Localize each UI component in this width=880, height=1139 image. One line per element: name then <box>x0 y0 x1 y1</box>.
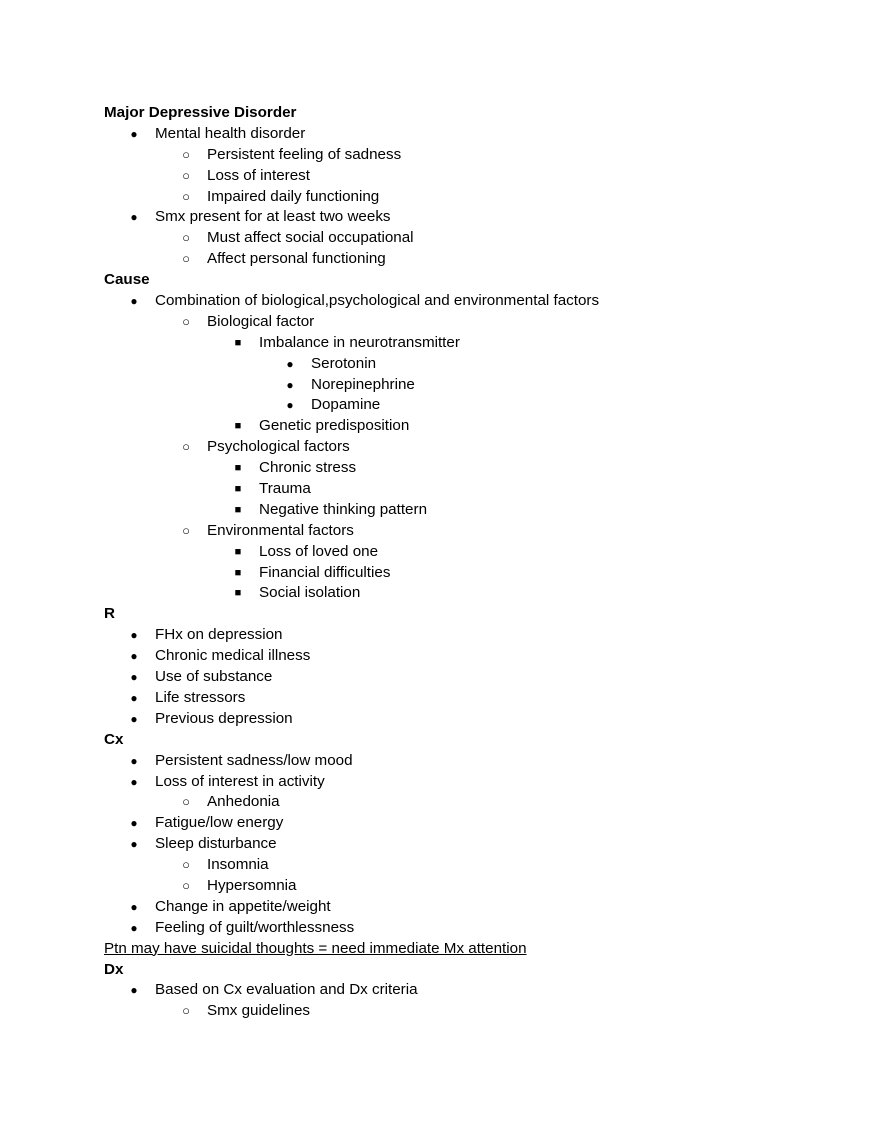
list-item <box>104 897 804 918</box>
list-item-text: Norepinephrine <box>311 375 415 393</box>
bullet-disc-icon: ● <box>130 837 138 852</box>
list-item <box>104 207 804 228</box>
list-item <box>104 333 804 354</box>
section-heading-cx: Cx <box>104 730 124 748</box>
list-item <box>104 187 804 208</box>
list-item <box>104 500 804 521</box>
list-item-text: Biological factor <box>207 312 315 330</box>
list-item-text: Anhedonia <box>207 793 280 811</box>
list-item-text: Feeling of guilt/worthlessness <box>155 918 355 936</box>
section-heading-cause: Cause <box>104 271 150 289</box>
list-item-text: Genetic predisposition <box>259 417 410 435</box>
bullet-disc-icon: ● <box>130 753 138 768</box>
bullet-square-icon: ■ <box>234 566 242 579</box>
list-item <box>104 145 804 166</box>
list-item-text: Dopamine <box>311 396 381 414</box>
bullet-circle-icon: ○ <box>182 794 190 810</box>
bullet-disc-icon: ● <box>130 920 138 935</box>
list-item-text: Based on Cx evaluation and Dx criteria <box>155 981 418 999</box>
list-item-text: Sleep disturbance <box>155 835 277 853</box>
list-item <box>104 479 804 500</box>
bullet-circle-icon: ○ <box>182 188 190 204</box>
list-item-text: Previous depression <box>155 709 293 727</box>
section-heading-dx: Dx <box>104 960 124 978</box>
bullet-circle-icon: ○ <box>182 313 190 329</box>
list-item-text: Smx present for at least two weeks <box>155 208 391 226</box>
bullet-circle-icon: ○ <box>182 877 190 893</box>
bullet-circle-icon: ○ <box>182 230 190 246</box>
list-item-text: Must affect social occupational <box>207 229 414 247</box>
list-item <box>104 542 804 563</box>
list-item <box>104 918 804 939</box>
list-item <box>104 458 804 479</box>
list-item <box>104 228 804 249</box>
bullet-disc-icon: ● <box>286 398 294 413</box>
bullet-disc-icon: ● <box>130 690 138 705</box>
list-item-text: Loss of loved one <box>259 542 379 560</box>
bullet-disc-icon: ● <box>286 356 294 371</box>
list-item-text: Fatigue/low energy <box>155 814 284 832</box>
bullet-circle-icon: ○ <box>182 857 190 873</box>
list-item <box>104 625 804 646</box>
bullet-circle-icon: ○ <box>182 522 190 538</box>
bullet-disc-icon: ● <box>130 210 138 225</box>
list-item-text: Trauma <box>259 480 311 498</box>
bullet-square-icon: ■ <box>234 462 242 475</box>
list-item-text: Psychological factors <box>207 438 350 456</box>
bullet-disc-icon: ● <box>130 899 138 914</box>
bullet-square-icon: ■ <box>234 420 242 433</box>
list-item <box>104 166 804 187</box>
list-item <box>104 583 804 604</box>
bullet-square-icon: ■ <box>234 336 242 349</box>
list-item <box>104 876 804 897</box>
list-item <box>104 813 804 834</box>
list-item-text: Environmental factors <box>207 521 354 539</box>
list-item-text: Financial difficulties <box>259 563 391 581</box>
list-item <box>104 688 804 709</box>
list-item-text: Persistent sadness/low mood <box>155 751 353 769</box>
bullet-disc-icon: ● <box>130 126 138 141</box>
list-item-text: Insomnia <box>207 856 269 874</box>
list-item <box>104 521 804 542</box>
list-item <box>104 375 804 396</box>
document-page <box>104 103 804 1022</box>
section-heading-risk: R <box>104 605 115 623</box>
list-item <box>104 291 804 312</box>
list-item-text: Social isolation <box>259 584 361 602</box>
list-item-text: FHx on depression <box>155 626 283 644</box>
bullet-disc-icon: ● <box>286 377 294 392</box>
list-item <box>104 249 804 270</box>
list-item-text: Loss of interest <box>207 166 310 184</box>
list-item <box>104 354 804 375</box>
list-item <box>104 792 804 813</box>
list-item-text: Use of substance <box>155 668 273 686</box>
list-item-text: Persistent feeling of sadness <box>207 145 402 163</box>
list-item <box>104 416 804 437</box>
bullet-disc-icon: ● <box>130 649 138 664</box>
bullet-disc-icon: ● <box>130 628 138 643</box>
list-item-text: Impaired daily functioning <box>207 187 380 205</box>
bullet-square-icon: ■ <box>234 503 242 516</box>
bullet-disc-icon: ● <box>130 983 138 998</box>
bullet-square-icon: ■ <box>234 545 242 558</box>
list-item-text: Chronic stress <box>259 459 357 477</box>
list-item <box>104 312 804 333</box>
bullet-circle-icon: ○ <box>182 251 190 267</box>
bullet-square-icon: ■ <box>234 483 242 496</box>
list-item <box>104 772 804 793</box>
section-heading-mdd: Major Depressive Disorder <box>104 104 297 121</box>
list-item-text: Mental health disorder <box>155 124 306 142</box>
list-item-text: Hypersomnia <box>207 876 297 894</box>
list-item <box>104 1001 804 1022</box>
list-item-text: Change in appetite/weight <box>155 897 331 915</box>
list-item-text: Negative thinking pattern <box>259 500 428 518</box>
bullet-circle-icon: ○ <box>182 167 190 183</box>
list-item <box>104 751 804 772</box>
bullet-circle-icon: ○ <box>182 439 190 455</box>
list-item <box>104 980 804 1001</box>
list-item <box>104 855 804 876</box>
bullet-square-icon: ■ <box>234 587 242 600</box>
bullet-disc-icon: ● <box>130 774 138 789</box>
list-item <box>104 563 804 584</box>
bullet-disc-icon: ● <box>130 294 138 309</box>
bullet-circle-icon: ○ <box>182 146 190 162</box>
list-item-text: Serotonin <box>311 354 377 372</box>
list-item <box>104 709 804 730</box>
list-item-text: Chronic medical illness <box>155 647 311 665</box>
bullet-circle-icon: ○ <box>182 1003 190 1019</box>
bullet-disc-icon: ● <box>130 711 138 726</box>
list-item-text: Combination of biological,psychological and environmental factors <box>155 292 600 310</box>
list-item <box>104 646 804 667</box>
list-item <box>104 395 804 416</box>
list-item <box>104 667 804 688</box>
list-item-text: Smx guidelines <box>207 1002 310 1020</box>
list-item-text: Affect personal functioning <box>207 250 386 268</box>
suicidal-thoughts-note: Ptn may have suicidal thoughts = need immediate Mx attention <box>104 939 527 957</box>
list-item-text: Loss of interest in activity <box>155 772 325 790</box>
list-item <box>104 437 804 458</box>
list-item <box>104 834 804 855</box>
bullet-disc-icon: ● <box>130 816 138 831</box>
list-item-text: Imbalance in neurotransmitter <box>259 333 460 351</box>
list-item-text: Life stressors <box>155 688 246 706</box>
list-item <box>104 124 804 145</box>
bullet-disc-icon: ● <box>130 670 138 685</box>
